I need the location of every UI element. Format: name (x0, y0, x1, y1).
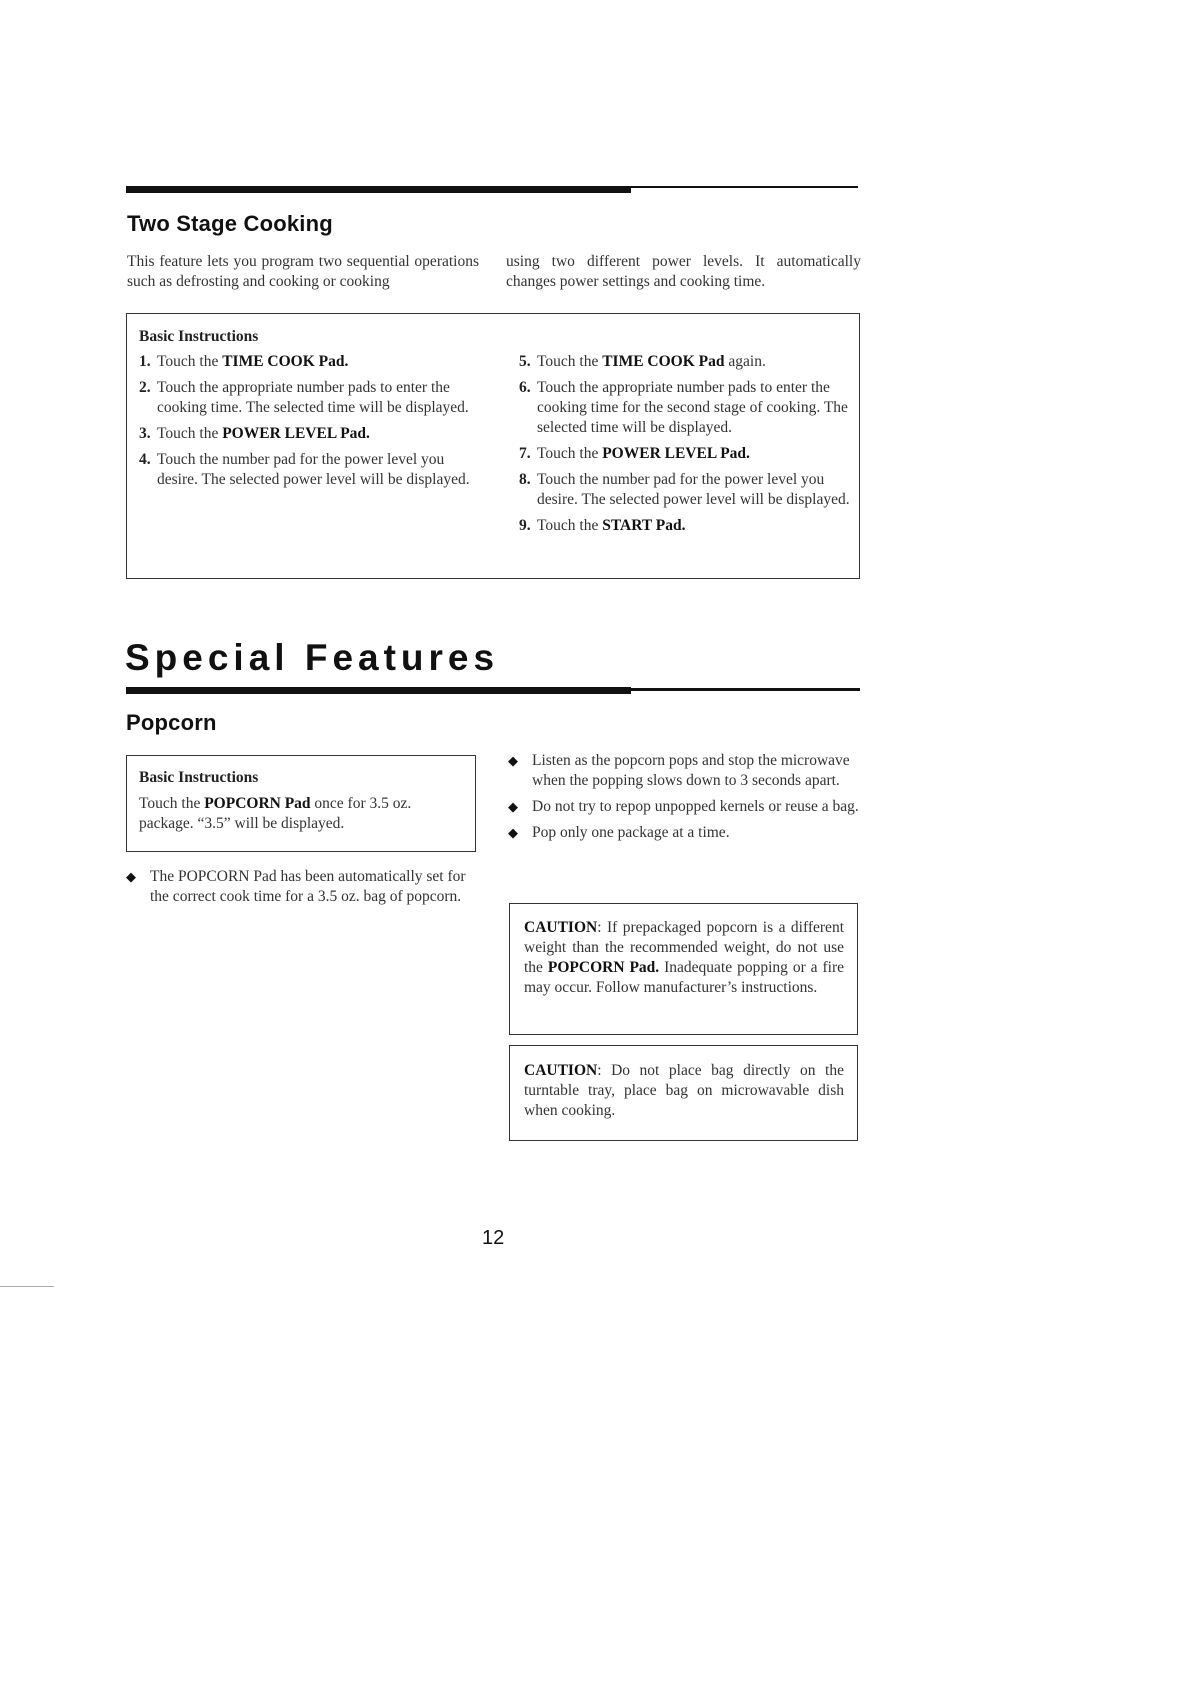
bullet-text: Pop only one package at a time. (532, 824, 730, 841)
popcorn-bullets-left (126, 867, 466, 913)
steps-list-left (127, 352, 479, 496)
caution-label: CAUTION (524, 919, 598, 936)
popcorn-instruction-text (139, 794, 464, 834)
caution-text-weight (524, 918, 844, 998)
step-number: 7. (519, 445, 531, 462)
section-rule-thin (631, 186, 858, 188)
list-item (508, 823, 860, 843)
diamond-bullet-icon: ◆ (126, 869, 136, 884)
step-text (537, 516, 861, 536)
list-item (508, 751, 860, 791)
chapter-rule-thick (126, 687, 631, 694)
step-text-bold: TIME COOK Pad (602, 353, 725, 370)
step-text-pre: Touch the appropriate number pads to enter the cooking time. The selected time will be displayed. (157, 379, 469, 416)
step-text (157, 424, 479, 444)
diamond-bullet-icon: ◆ (508, 753, 518, 768)
list-item (507, 444, 861, 464)
caution-label: CAUTION (524, 1062, 598, 1079)
section-title-popcorn: Popcorn (126, 710, 217, 735)
caution-text-bag (524, 1061, 844, 1121)
list-item (127, 378, 479, 418)
step-text-pre: Touch the (157, 425, 223, 442)
step-number: 6. (519, 379, 531, 396)
steps-list-right (507, 352, 861, 542)
step-text-post: again. (724, 353, 766, 370)
chapter-rule-thin (631, 688, 860, 691)
margin-mark (0, 1286, 54, 1287)
popcorn-instr-post: once for 3.5 oz. package. “3.5” will be displayed. (139, 795, 412, 832)
page-number: 12 (482, 1227, 505, 1249)
step-number: 3. (139, 425, 151, 442)
step-text-pre: Touch the appropriate number pads to enter the cooking time for the second stage of cooking. The selected time will be displayed. (537, 379, 848, 436)
diamond-bullet-icon: ◆ (508, 799, 518, 814)
section-title-two-stage: Two Stage Cooking (127, 211, 333, 236)
step-text-bold: START Pad. (602, 517, 686, 534)
list-item (507, 378, 861, 438)
step-text-pre: Touch the number pad for the power level you desire. The selected power level will be displayed. (157, 451, 470, 488)
list-item (127, 450, 479, 490)
chapter-title: Special Features (125, 637, 500, 678)
popcorn-instructions-title: Basic Instructions (139, 769, 259, 786)
list-item (127, 424, 479, 444)
step-text-pre: Touch the number pad for the power level you desire. The selected power level will be displayed. (537, 471, 850, 508)
step-text (157, 378, 479, 418)
list-item (127, 352, 479, 372)
caution-popcorn-pad: POPCORN Pad. (547, 959, 660, 976)
step-number: 9. (519, 517, 531, 534)
caution-box-weight (509, 903, 858, 1035)
step-text-pre: Touch the (537, 445, 603, 462)
step-text (157, 352, 479, 372)
step-text (157, 450, 479, 490)
bullet-text: Do not try to repop unpopped kernels or reuse a bag. (532, 798, 859, 815)
step-text-bold: TIME COOK Pad. (222, 353, 349, 370)
caution-weight-text: : If prepackaged popcorn is a different weight than the recommended weight, do not use the (524, 919, 844, 976)
step-number: 4. (139, 451, 151, 468)
step-number: 8. (519, 471, 531, 488)
bullet-text: Listen as the popcorn pops and stop the microwave when the popping slows down to 3 seconds apart. (532, 752, 850, 789)
step-text (537, 470, 861, 510)
step-text (537, 352, 861, 372)
step-text-bold: POWER LEVEL Pad. (602, 445, 750, 462)
list-item: ◆ The POPCORN Pad has been automatically set for the correct cook time for a 3.5 oz. bag of popcorn. (126, 868, 466, 905)
caution-bag-text: : Do not place bag directly on the turntable tray, place bag on microwavable dish when cooking. (524, 1062, 844, 1119)
list-item (508, 797, 860, 817)
step-text-pre: Touch the (157, 353, 223, 370)
two-stage-instructions-box (126, 313, 860, 579)
caution-box-bag (509, 1045, 858, 1141)
intro-left: This feature lets you program two sequential operations such as defrosting and cooking or cooking (127, 253, 479, 290)
list-item (507, 470, 861, 510)
step-text (537, 444, 861, 464)
step-number: 1. (139, 353, 151, 370)
instructions-title: Basic Instructions (139, 328, 259, 345)
list-item (507, 516, 861, 536)
popcorn-pad-label: POPCORN Pad (204, 795, 311, 812)
list-item (507, 352, 861, 372)
step-text-pre: Touch the (537, 353, 603, 370)
popcorn-instructions-box (126, 755, 476, 852)
intro-right: using two different power levels. It automatically changes power settings and cooking time. (506, 253, 861, 290)
step-text-bold: POWER LEVEL Pad. (222, 425, 370, 442)
step-number: 5. (519, 353, 531, 370)
diamond-bullet-icon: ◆ (508, 825, 518, 840)
step-text (537, 378, 861, 438)
popcorn-instr-pre: Touch the (139, 795, 205, 812)
step-number: 2. (139, 379, 151, 396)
step-text-pre: Touch the (537, 517, 603, 534)
caution-weight-text-post: Inadequate popping or a fire may occur. Follow manufacturer’s instructions. (524, 959, 845, 996)
popcorn-bullets-right (508, 751, 860, 849)
section-rule-thick (126, 186, 631, 193)
